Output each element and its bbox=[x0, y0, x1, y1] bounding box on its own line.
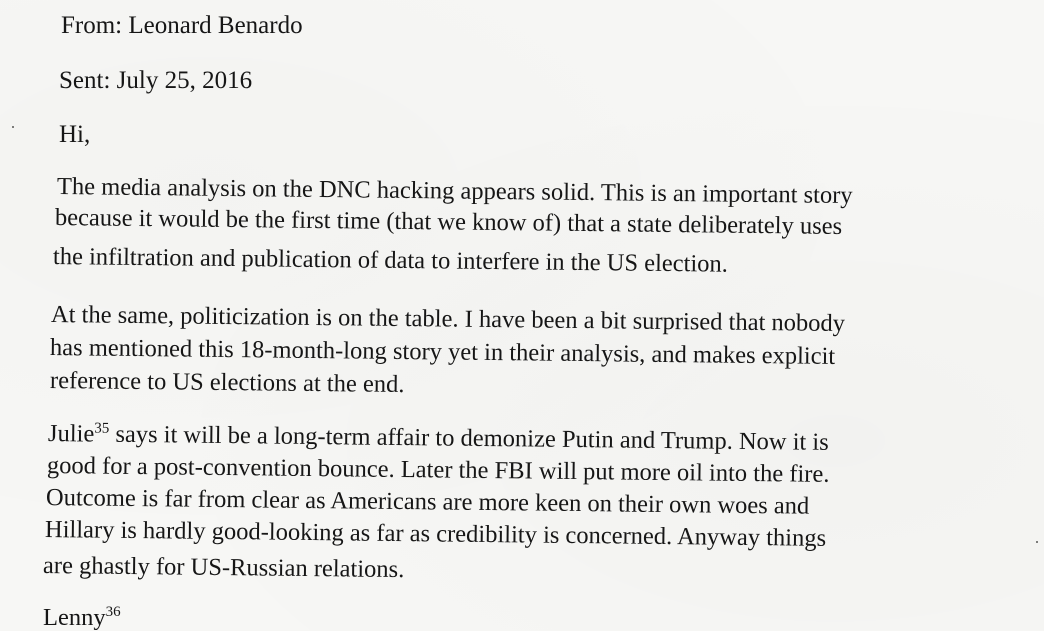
name-julie: Julie bbox=[47, 420, 95, 448]
scan-speck bbox=[12, 126, 14, 128]
signature bbox=[43, 606, 121, 631]
paragraph-1-line-1: The media analysis on the DNC hacking appears solid. This is an important story bbox=[56, 173, 853, 210]
paragraph-1-line-3: the infiltration and publication of data to interfere in the US election. bbox=[52, 243, 729, 278]
email-from-line: From: Leonard Benardo bbox=[61, 12, 303, 39]
paragraph-3-line-2: good for a post-convention bounce. Later the FBI will put more oil into the fire. bbox=[46, 452, 830, 488]
email-sent-line: Sent: July 25, 2016 bbox=[59, 67, 253, 94]
paragraph-3-line-4: Hillary is hardly good-looking as far as credibility is concerned. Anyway things bbox=[44, 516, 827, 552]
footnote-36: 36 bbox=[105, 604, 121, 620]
paragraph-2-line-3: reference to US elections at the end. bbox=[49, 367, 405, 399]
paragraph-2-line-1: At the same, politicization is on the table. I have been a bit surprised that nobody bbox=[50, 301, 846, 338]
paragraph-1-line-2: because it would be the first time (that we know of) that a state deliberately uses bbox=[54, 204, 843, 240]
paragraph-3-line-3: Outcome is far from clear as Americans are more keen on their own woes and bbox=[45, 484, 810, 520]
scan-speck bbox=[1036, 541, 1038, 543]
paragraph-2-line-2: has mentioned this 18-month-long story yet in their analysis, and makes explicit bbox=[49, 334, 836, 370]
email-greeting: Hi, bbox=[59, 121, 91, 148]
paragraph-3-line-1 bbox=[48, 422, 829, 455]
paragraph-3-line-5: are ghastly for US-Russian relations. bbox=[42, 552, 405, 584]
signature-name: Lenny bbox=[43, 604, 106, 631]
paragraph-3-line-1-rest: says it will be a long-term affair to demonize Putin and Trump. Now it is bbox=[109, 420, 829, 456]
footnote-35: 35 bbox=[94, 420, 110, 437]
